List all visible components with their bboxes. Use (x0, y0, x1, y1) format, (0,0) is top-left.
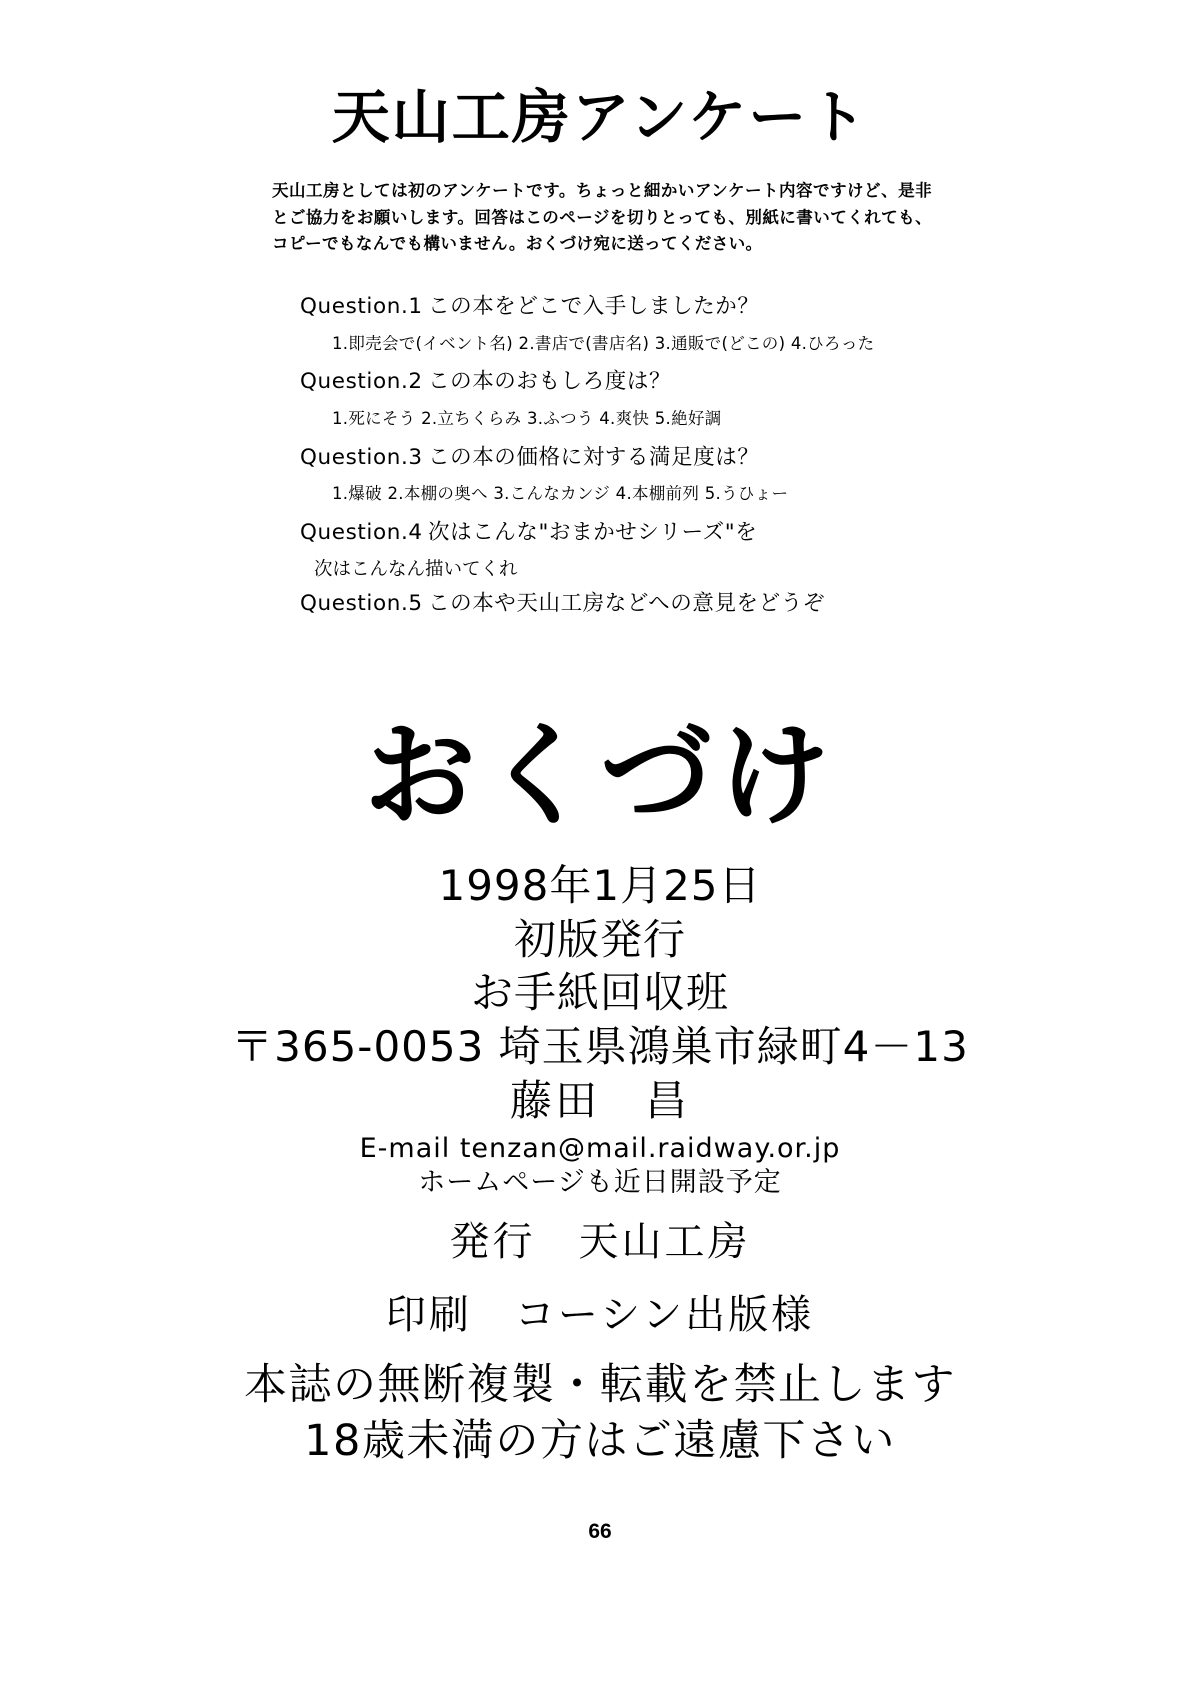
colophon-edition: 初版発行 (513, 914, 686, 964)
question-2-options: 1.死にそう 2.立ちくらみ 3.ふつう 4.爽快 5.絶好調 (332, 408, 722, 428)
survey-question-4 (300, 518, 940, 583)
question-1-options: 1.即売会で(イベント名) 2.書店で(書店名) 3.通販で(どこの) 4.ひろった (332, 333, 875, 353)
survey-title: 天山工房アンケート (331, 83, 869, 151)
question-5-label: Question.5 (300, 591, 423, 617)
question-4-label: Question.4 (300, 519, 423, 545)
survey-question-3 (300, 443, 940, 507)
question-4-text: 次はこんな"おまかせシリーズ"を (428, 519, 758, 545)
survey-question-1 (300, 292, 940, 356)
colophon-date: 1998年1月25日 (438, 860, 762, 910)
colophon-person: 藤田 昌 (509, 1075, 690, 1125)
question-5-line (300, 589, 940, 620)
question-3-line (300, 443, 940, 474)
question-3-text: この本の価格に対する満足度は？ (428, 444, 760, 470)
survey-question-5 (300, 589, 940, 620)
survey-intro-paragraph: 天山工房としては初のアンケートです。ちょっと細かいアンケート内容ですけど、是非とご協力をお願いします。回答はこのページを切りとっても、別紙に書いてくれても、コピーでもなんでも構いません。おくづけ宛に送ってください。 (272, 181, 932, 254)
question-2-text: この本のおもしろ度は？ (428, 369, 672, 395)
colophon-department: お手紙回収班 (470, 968, 729, 1018)
colophon-section (0, 711, 1200, 1341)
notice-age-restriction: 18歳未満の方はご遠慮下さい (304, 1415, 896, 1466)
page-number: 66 (588, 1520, 612, 1543)
survey-question-list (300, 292, 940, 624)
notice-copyright: 本誌の無断複製・転載を禁止します (244, 1360, 956, 1410)
colophon-publisher: 発行 天山工房 (449, 1218, 751, 1265)
question-4-subtext: 次はこんなん描いてくれ (314, 559, 518, 581)
colophon-address: 〒365-0053 埼玉県鴻巣市緑町4－13 (231, 1022, 969, 1072)
colophon-printer: 印刷 コーシン出版様 (385, 1291, 815, 1338)
colophon-homepage-note: ホームページも近日開設予定 (418, 1167, 782, 1199)
survey-question-2 (300, 367, 940, 431)
question-4-line (300, 518, 940, 549)
question-1-text: この本をどこで入手しましたか？ (428, 294, 760, 319)
question-5-text: この本や天山工房などへの意見をどうぞ (428, 591, 825, 617)
question-1-line (300, 292, 940, 323)
question-3-options: 1.爆破 2.本棚の奥へ 3.こんなカンジ 4.本棚前列 5.うひょー (332, 484, 789, 504)
question-1-label: Question.1 (300, 294, 423, 319)
question-2-line (300, 367, 940, 398)
legal-notices (0, 1358, 1200, 1470)
question-3-label: Question.3 (300, 444, 423, 470)
colophon-email: E-mail tenzan@mail.raidway.or.jp (359, 1132, 841, 1164)
colophon-heading: おくづけ (364, 711, 836, 841)
question-2-label: Question.2 (300, 369, 423, 395)
